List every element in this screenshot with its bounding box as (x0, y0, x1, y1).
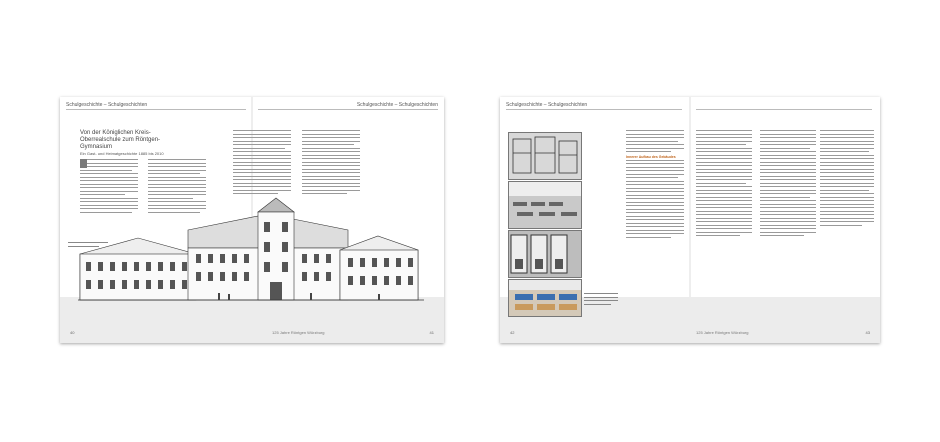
photo-study-room (508, 230, 582, 278)
head-rule-left (66, 109, 246, 110)
text-column-2 (696, 130, 752, 239)
text-column-3 (233, 130, 291, 197)
right-spread (500, 97, 880, 343)
photo-modern-classroom (508, 279, 582, 317)
head-rule-right (258, 109, 438, 110)
text-column-3 (760, 130, 816, 239)
folio-right: 41 (429, 330, 434, 335)
page-title: Von der Königlichen Kreis-Oberrealschule zum Röntgen-Gymnasium (80, 130, 161, 150)
head-rule-left (506, 109, 682, 110)
folio-left: 40 (70, 330, 75, 335)
photo-caption (584, 293, 618, 307)
head-rule-right (696, 109, 872, 110)
left-spread (60, 97, 444, 343)
running-head-right: Schulgeschichte – Schulgeschichten (356, 102, 438, 108)
drop-cap (80, 159, 87, 168)
section-heading: Innerer Aufbau des Gebäudes (626, 154, 676, 159)
text-column-4 (302, 130, 360, 197)
footer-text: 125 Jahre Röntgen Würzburg (272, 330, 325, 335)
footer-text: 125 Jahre Röntgen Würzburg (696, 330, 749, 335)
text-column-1 (626, 130, 684, 240)
running-head-left: Schulgeschichte – Schulgeschichten (66, 102, 148, 108)
folio-right: 43 (865, 330, 870, 335)
page-subtitle: Ein Gast- und Heimatgeschichte 1885 bis 2010 (80, 151, 164, 156)
school-building-engraving (78, 192, 424, 302)
text-column-4 (820, 130, 874, 228)
folio-left: 42 (510, 330, 515, 335)
photo-classroom-desks (508, 181, 582, 229)
background-watermark (60, 297, 444, 343)
running-head: Schulgeschichte – Schulgeschichten (506, 102, 588, 108)
photo-lab-cabinets (508, 132, 582, 180)
